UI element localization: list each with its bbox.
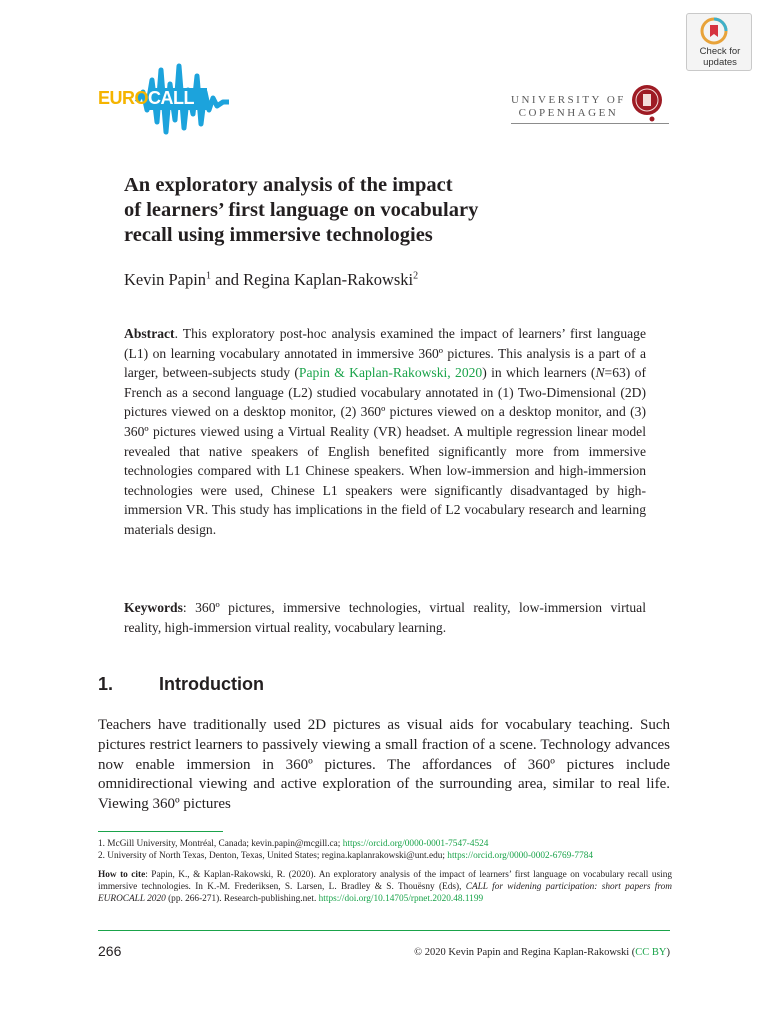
author-line: Kevin Papin$^1$ and Regina Kaplan-Rakowski$^2$ — [124, 270, 419, 289]
check-badge-text: Check for updates — [699, 46, 741, 68]
eurocall-logo-text: EUROCALL — [98, 88, 195, 108]
abstract-label: Abstract — [124, 326, 175, 341]
copyright-notice: © 2020 Kevin Papin and Regina Kaplan-Rakowski (CC BY) — [414, 947, 670, 958]
footer-divider — [98, 930, 670, 931]
orcid-link[interactable]: https://orcid.org/0000-0001-7547-4524 — [342, 839, 489, 849]
orcid-link[interactable]: https://orcid.org/0000-0002-6769-7784 — [447, 851, 594, 862]
footnote-1: 1. McGill University, Montréal, Canada; kevin.papin@mcgill.ca; https://orcid.org/0000-0001-7547-4524 — [98, 839, 489, 849]
introduction-paragraph: Teachers have traditionally used 2D pictures as visual aids for vocabulary teaching. Such pictures restrict learners to passively viewing a small fraction of a scene. Technology advances now enable immersion in 360º pictures. The affordances of 360º pictures include omnidirectional viewing and active exploration of the surrounding area, similar to real life. Viewing 360º pictures — [98, 717, 670, 813]
check-for-updates-badge[interactable] — [686, 13, 752, 71]
how-to-cite: How to cite: Papin, K., & Kaplan-Rakowski, R. (2020). An exploratory analysis of the impact of learners’ first language on vocabulary recall using immersive technologies. In K.-M. Frederiksen, S. Larsen, L. Bradley & S. Thouësny (Eds), CALL for widening participation: short papers from EUROCALL 2020 (pp. 266-271). Research-publishing.net. https://doi.org/10.14705/rpnet.2020.48.1199 — [98, 870, 672, 904]
author-name: Regina Kaplan-Rakowski — [243, 270, 414, 289]
keywords-label: Keywords — [124, 600, 183, 615]
doi-link[interactable]: https://doi.org/10.14705/rpnet.2020.48.1199 — [318, 893, 484, 904]
section-heading-introduction: 1. Introduction — [98, 674, 264, 694]
university-of-copenhagen-logo: UNIVERSITY OF COPENHAGEN — [511, 94, 626, 119]
crossmark-icon — [700, 17, 728, 45]
logo-divider — [511, 123, 669, 124]
abstract: Abstract. This exploratory post-hoc analysis examined the impact of learners’ first language (L1) on learning vocabulary annotated in immersive 360º pictures. This analysis is a part of a larger, between-subjects study (Papin & Kaplan-Rakowski, 2020) in which learners (N=63) of French as a second language (L2) studied vocabulary annotated in (1) Two-Dimensional (2D) pictures viewed on a desktop monitor, (2) 360º pictures viewed on a desktop monitor, and (3) 360º pictures viewed using a Virtual Reality (VR) headset. A multiple regression linear model revealed that native speakers of English benefited significantly more from immersive technologies compared with L1 Chinese speakers. When low-immersion and high-immersion technologies were used, Chinese L1 speakers were significantly disadvantaged by high-immersion VR. This study has implications in the field of L2 vocabulary research and learning materials design. — [124, 326, 646, 537]
license-link[interactable]: CC BY — [635, 947, 667, 958]
footnotes — [98, 838, 674, 862]
footnote-2: 2. University of North Texas, Denton, Texas, United States; regina.kaplanrakowski@unt.edu; https://orcid.org/0000-0002-6769-7784 — [98, 851, 594, 862]
keywords: Keywords: 360º pictures, immersive technologies, virtual reality, low-immersion virtual reality, high-immersion virtual reality, vocabulary learning. — [124, 600, 646, 635]
reference-link[interactable]: Papin & Kaplan-Rakowski, 2020 — [298, 365, 483, 381]
paper-title: An exploratory analysis of the impact of learners’ first language on vocabulary recall using immersive technologies — [124, 174, 479, 246]
page-number: 266 — [98, 943, 122, 959]
author-name: Kevin Papin — [124, 270, 207, 289]
footnote-divider — [98, 831, 223, 832]
university-seal-icon — [627, 82, 667, 122]
